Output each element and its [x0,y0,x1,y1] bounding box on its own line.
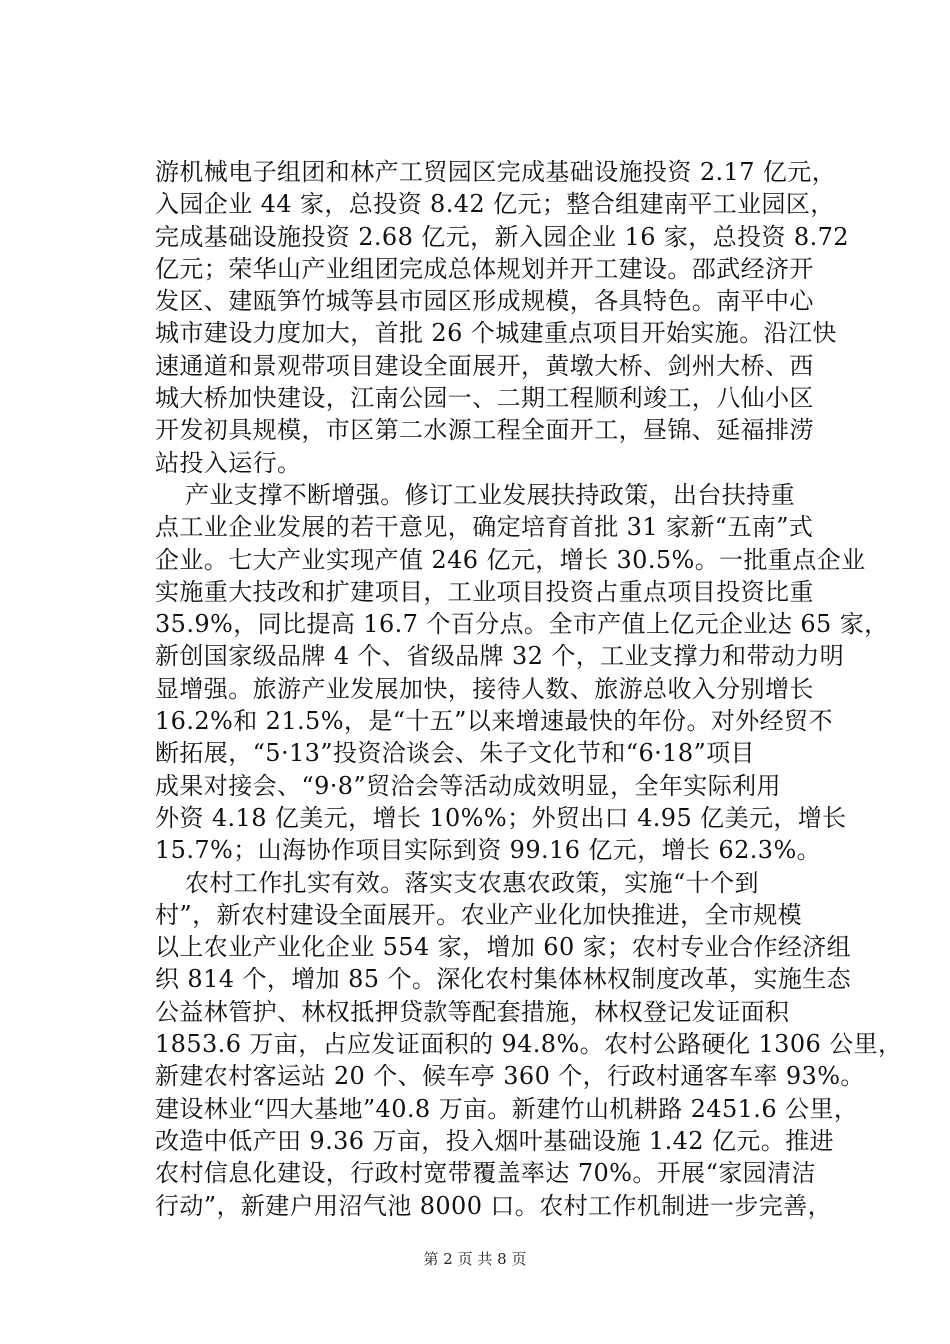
text-line: 断拓展，“5·13”投资洽谈会、朱子文化节和“6·18”项目 [155,739,755,768]
text-line: 城市建设力度加大，首批 26 个城建重点项目开始实施。沿江快 [155,319,837,348]
text-line: 开发初具规模，市区第二水源工程全面开工，昼锦、延福排涝 [155,416,814,445]
text-line: 外资 4.18 亿美元，增长 10%%；外贸出口 4.95 亿美元，增长 [155,803,847,832]
text-line: 实施重大技改和扩建项目，工业项目投资占重点项目投资比重 [155,577,814,606]
text-line: 1853.6 万亩，占应发证面积的 94.8%。农村公路硬化 1306 公里， [155,1030,903,1059]
page-number-footer: 第 2 页 共 8 页 [423,1250,527,1268]
text-line: 建设林业“四大基地”40.8 万亩。新建竹山机耕路 2451.6 公里， [155,1094,859,1123]
text-line: 改造中低产田 9.36 万亩，投入烟叶基础设施 1.42 亿元。推进 [155,1126,834,1155]
text-line: 16.2%和 21.5%，是“十五”以来增速最快的年份。对外经贸不 [155,707,833,736]
text-line: 35.9%，同比提高 16.7 个百分点。全市产值上亿元企业达 65 家， [155,610,889,639]
text-line: 农村信息化建设，行政村宽带覆盖率达 70%。开展“家园清洁 [155,1159,816,1188]
paragraph-park-construction [155,156,849,479]
text-line: 农村工作扎实有效。落实支农惠农政策，实施“十个到 [185,868,759,897]
text-line: 站投入运行。 [155,448,302,477]
text-line: 村”，新农村建设全面展开。农业产业化加快推进，全市规模 [155,900,803,929]
paragraph-industry-support [155,479,889,867]
text-line: 以上农业产业化企业 554 家，增加 60 家；农村专业合作经济组 [155,933,852,962]
paragraph-rural-work [155,867,903,1222]
text-line: 游机械电子组团和林产工贸园区完成基础设施投资 2.17 亿元， [155,158,837,186]
text-line: 织 814 个，增加 85 个。深化农村集体林权制度改革，实施生态 [155,965,852,994]
document-body [155,156,903,1222]
text-line: 新创国家级品牌 4 个、省级品牌 32 个，工业支撑力和带动力明 [155,642,845,671]
text-line: 亿元；荣华山产业组团完成总体规划并开工建设。邵武经济开 [155,254,814,283]
text-line: 产业支撑不断增强。修订工业发展扶持政策，出台扶持重 [185,480,795,509]
text-line: 公益林管护、林权抵押贷款等配套措施，林权登记发证面积 [155,997,790,1026]
text-line: 15.7%；山海协作项目实际到资 99.16 亿元，增长 62.3%。 [155,836,822,865]
text-line: 点工业企业发展的若干意见，确定培育首批 31 家新“五南”式 [155,513,814,542]
text-line: 企业。七大产业实现产值 246 亿元，增长 30.5%。一批重点企业 [155,545,866,574]
text-line: 发区、建瓯笋竹城等县市园区形成规模，各具特色。南平中心 [155,287,814,316]
text-line: 成果对接会、“9·8”贸洽会等活动成效明显，全年实际利用 [155,771,781,800]
text-line: 新建农村客运站 20 个、候车亭 360 个，行政村通客车率 93%。 [155,1062,865,1091]
text-line: 速通道和景观带项目建设全面展开，黄墩大桥、剑州大桥、西 [155,351,814,380]
text-line: 城大桥加快建设，江南公园一、二期工程顺利竣工，八仙小区 [155,384,814,413]
text-line: 入园企业 44 家，总投资 8.42 亿元；整合组建南平工业园区， [155,190,835,219]
text-line: 行动”，新建户用沼气池 8000 口。农村工作机制进一步完善， [155,1191,833,1220]
text-line: 完成基础设施投资 2.68 亿元，新入园企业 16 家，总投资 8.72 [155,222,849,251]
text-line: 显增强。旅游产业发展加快，接待人数、旅游总收入分别增长 [155,674,814,703]
